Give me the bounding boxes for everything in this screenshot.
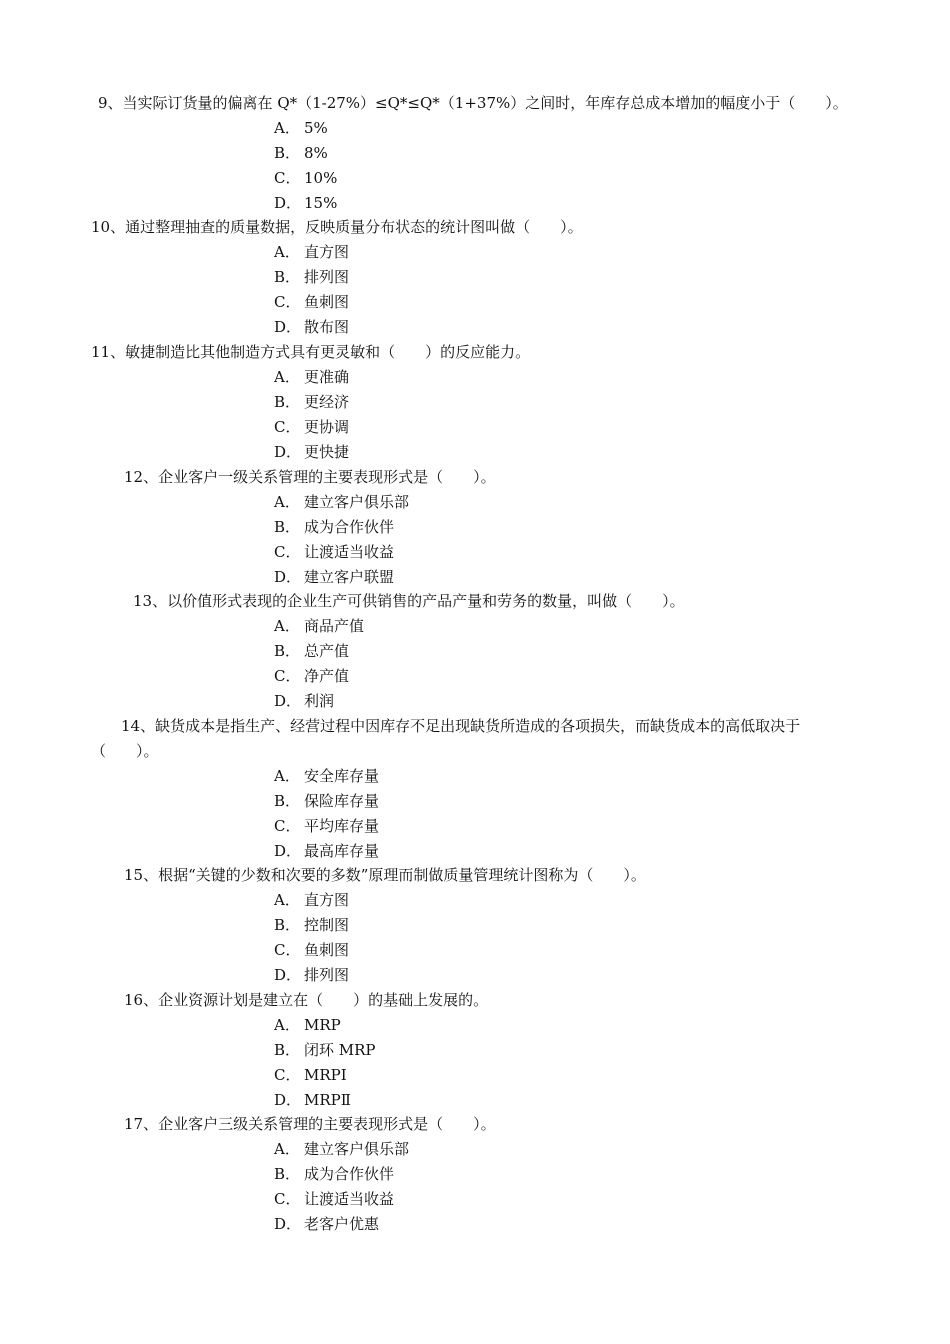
question-10-option-c — [274, 290, 349, 315]
option-letter: A． — [274, 617, 300, 635]
question-11-option-b — [274, 390, 349, 415]
question-14-option-c — [274, 814, 379, 839]
option-letter: D． — [274, 318, 302, 336]
question-15-option-d — [274, 963, 349, 988]
option-text: 5% — [304, 119, 328, 137]
option-letter: D． — [274, 443, 302, 461]
option-text: 成为合作伙伴 — [304, 518, 395, 536]
option-text: 排列图 — [304, 966, 350, 984]
question-16-stem: 16、企业资源计划是建立在（ ）的基础上发展的。 — [124, 991, 489, 1009]
question-10-option-a — [274, 240, 349, 265]
option-text: 建立客户俱乐部 — [304, 1140, 410, 1158]
question-14-option-a — [274, 764, 379, 789]
option-letter: B． — [274, 642, 301, 660]
option-letter: B． — [274, 518, 301, 536]
question-16-option-d — [274, 1088, 351, 1113]
option-text: 建立客户联盟 — [304, 568, 395, 586]
question-10-stem: 10、通过整理抽查的质量数据，反映质量分布状态的统计图叫做（ ）。 — [91, 218, 583, 236]
option-letter: D． — [274, 1215, 302, 1233]
option-text: 利润 — [304, 692, 335, 710]
option-letter: A． — [274, 119, 300, 137]
question-13-option-b — [274, 639, 349, 664]
option-letter: A． — [274, 1140, 300, 1158]
option-letter: A． — [274, 767, 300, 785]
option-letter: D． — [274, 842, 302, 860]
option-text: 总产值 — [304, 642, 350, 660]
option-letter: D． — [274, 692, 302, 710]
question-17-option-d — [274, 1212, 379, 1237]
question-17-stem: 17、企业客户三级关系管理的主要表现形式是（ ）。 — [124, 1115, 496, 1133]
option-text: 10% — [304, 169, 338, 187]
question-15-option-a — [274, 888, 349, 913]
option-letter: C． — [274, 418, 301, 436]
option-letter: B． — [274, 1041, 301, 1059]
option-letter: B． — [274, 268, 301, 286]
option-letter: A． — [274, 1016, 300, 1034]
option-text: 净产值 — [304, 667, 350, 685]
question-14-option-d — [274, 839, 379, 864]
option-text: 建立客户俱乐部 — [304, 493, 410, 511]
question-11-stem: 11、敏捷制造比其他制造方式具有更灵敏和（ ）的反应能力。 — [91, 343, 531, 361]
option-letter: B． — [274, 144, 301, 162]
question-17-option-c — [274, 1187, 394, 1212]
option-text: 鱼刺图 — [304, 293, 350, 311]
option-text: 平均库存量 — [304, 817, 380, 835]
option-letter: D． — [274, 568, 302, 586]
option-letter: B． — [274, 792, 301, 810]
question-9-option-b — [274, 141, 328, 166]
question-10-option-d — [274, 315, 349, 340]
question-9-option-d — [274, 191, 337, 216]
option-text: 成为合作伙伴 — [304, 1165, 395, 1183]
option-letter: C． — [274, 1190, 301, 1208]
question-9-stem: 9、当实际订货量的偏离在 Q*（1-27%）≤Q*≤Q*（1+37%）之间时，年库存总成本增加的幅度小于（ ）。 — [98, 94, 848, 112]
option-text: 控制图 — [304, 916, 350, 934]
question-9-option-a — [274, 116, 328, 141]
question-14-stem: 14、缺货成本是指生产、经营过程中因库存不足出现缺货所造成的各项损失，而缺货成本的高低取决于（ ）。 — [91, 717, 801, 760]
question-12-stem: 12、企业客户一级关系管理的主要表现形式是（ ）。 — [124, 468, 496, 486]
option-letter: D． — [274, 194, 302, 212]
question-9-option-c — [274, 166, 337, 191]
option-text: 鱼刺图 — [304, 941, 350, 959]
question-17-option-a — [274, 1137, 409, 1162]
question-12-option-c — [274, 540, 394, 565]
option-text: MRPⅠ — [304, 1066, 347, 1084]
question-11-option-c — [274, 415, 349, 440]
option-text: 让渡适当收益 — [304, 543, 395, 561]
option-letter: D． — [274, 966, 302, 984]
option-text: 排列图 — [304, 268, 350, 286]
question-15-option-c — [274, 938, 349, 963]
question-13-option-c — [274, 664, 349, 689]
question-13-stem: 13、以价值形式表现的企业生产可供销售的产品产量和劳务的数量，叫做（ ）。 — [133, 592, 685, 610]
option-text: 让渡适当收益 — [304, 1190, 395, 1208]
question-12-option-a — [274, 490, 409, 515]
option-letter: C． — [274, 169, 301, 187]
option-text: 更快捷 — [304, 443, 350, 461]
option-text: 商品产值 — [304, 617, 365, 635]
option-text: 闭环 MRP — [304, 1041, 376, 1059]
option-text: 安全库存量 — [304, 767, 380, 785]
option-letter: C． — [274, 817, 301, 835]
option-letter: D． — [274, 1091, 302, 1109]
option-letter: C． — [274, 941, 301, 959]
option-text: 更准确 — [304, 368, 350, 386]
question-15-option-b — [274, 913, 349, 938]
option-text: 直方图 — [304, 243, 350, 261]
option-letter: C． — [274, 543, 301, 561]
option-letter: C． — [274, 1066, 301, 1084]
option-letter: A． — [274, 368, 300, 386]
option-letter: B． — [274, 393, 301, 411]
option-text: 15% — [304, 194, 338, 212]
question-16-option-c — [274, 1063, 347, 1088]
question-13-option-d — [274, 689, 334, 714]
option-text: 更经济 — [304, 393, 350, 411]
option-text: 保险库存量 — [304, 792, 380, 810]
question-12-option-d — [274, 565, 394, 590]
option-text: 更协调 — [304, 418, 350, 436]
question-16-option-a — [274, 1013, 341, 1038]
option-text: 最高库存量 — [304, 842, 380, 860]
question-12-option-b — [274, 515, 394, 540]
option-text: 老客户优惠 — [304, 1215, 380, 1233]
option-letter: C． — [274, 667, 301, 685]
option-text: MRP — [304, 1016, 341, 1034]
option-letter: A． — [274, 243, 300, 261]
option-text: 散布图 — [304, 318, 350, 336]
option-text: 直方图 — [304, 891, 350, 909]
question-11-option-a — [274, 365, 349, 390]
option-text: MRPⅡ — [304, 1091, 351, 1109]
question-13-option-a — [274, 614, 364, 639]
option-letter: A． — [274, 493, 300, 511]
question-16-option-b — [274, 1038, 376, 1063]
option-letter: B． — [274, 916, 301, 934]
question-14-option-b — [274, 789, 379, 814]
question-10-option-b — [274, 265, 349, 290]
option-letter: A． — [274, 891, 300, 909]
question-15-stem: 15、根据“关键的少数和次要的多数”原理而制做质量管理统计图称为（ ）。 — [124, 866, 646, 884]
option-text: 8% — [304, 144, 328, 162]
option-letter: B． — [274, 1165, 301, 1183]
question-17-option-b — [274, 1162, 394, 1187]
option-letter: C． — [274, 293, 301, 311]
question-11-option-d — [274, 440, 349, 465]
